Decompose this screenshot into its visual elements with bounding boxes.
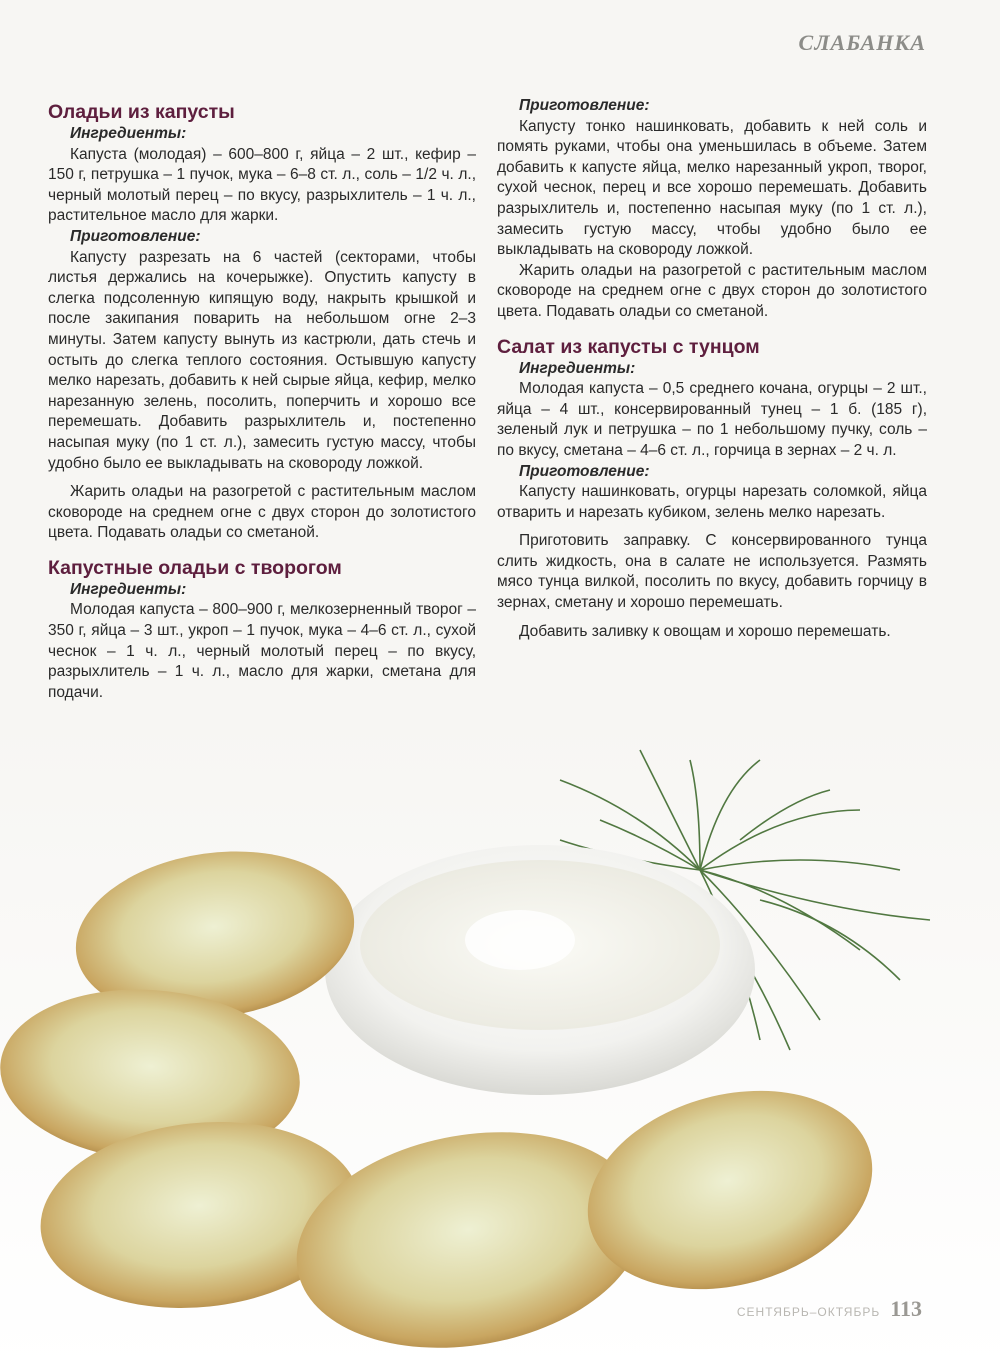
recipe-title: Оладьи из капусты (48, 101, 235, 123)
spacer (497, 523, 927, 531)
spacer (48, 544, 476, 556)
spacer (48, 474, 476, 482)
spacer (497, 614, 927, 622)
ingredients-text: Капуста (молодая) – 600–800 г, яйца – 2 шт., кефир – 150 г, петрушка – 1 пучок, мука – 6–8 ст. л., соль – 1/2 ч. л., черный молотый перец – по вкусу, разрыхлитель – 1 ч. л., растительное масло для жарки. (48, 145, 476, 225)
preparation-text: Жарить оладьи на разогретой с растительным маслом сковороде на среднем огне с двух сторон до золотистого цвета. Подавать оладьи со сметаной. (497, 261, 927, 320)
ingredients-text: Молодая капуста – 800–900 г, мелкозерненный творог – 350 г, яйца – 3 шт., укроп – 1 пучок, мука – 4–6 ст. л., сухой чеснок – 1 ч. л., черный молотый перец – по вкусу, разрыхлитель – 1 ч. л., масло для жарки, сметана для подачи. (48, 601, 476, 701)
sour-cream-bowl (325, 845, 755, 1095)
left-column (48, 100, 476, 703)
right-column (497, 96, 927, 642)
ingredients-label: Ингредиенты: (519, 359, 636, 377)
preparation-text: Капусту разрезать на 6 частей (секторами, чтобы листья держались на кочерыжке). Опустить капусту в слегка подсоленную кипящую воду, накрыть крышкой и после закипания поварить на небольшом огне 2–3 минуты. Затем капусту вынуть из кастрюли, дать стечь и остыть до слегка теплого состояния. Остывшую капусту мелко нарезать, добавить к ней сырые яйца, кефир, мелко нарезанную зелень, посолить, поперчить и хорошо все перемешать. Добавить разрыхлитель и, постепенно насыпая муку (по 1 ст. л.), замесить густую массу, чтобы удобно было ее выкладывать на сковороду ложкой. (48, 248, 476, 472)
preparation-text: Приготовить заправку. С консервированного тунца слить жидкость, она в салате не используется. Размять мясо тунца вилкой, посолить по вкусу, добавить горчицу в зернах, сметану и хорошо перемешать. (497, 532, 927, 612)
preparation-text: Капусту тонко нашинковать, добавить к ней соль и помять руками, чтобы она уменьшилась в объеме. Затем добавить к капусте яйца, мелко нарезанный укроп, творог, сухой чеснок, перец и все хорошо перемешать. Добавить разрыхлитель и, постепенно насыпая муку (по 1 ст. л.), замесить густую массу, чтобы удобно было ее выкладывать на сковороду ложкой. (497, 117, 927, 259)
page-footer (737, 1296, 922, 1322)
preparation-label: Приготовление: (519, 462, 650, 480)
food-photo (0, 720, 1000, 1370)
preparation-label: Приготовление: (70, 227, 201, 245)
recipe-title: Салат из капусты с тунцом (497, 335, 760, 358)
magazine-brand: СЛАБАНКА (798, 30, 926, 55)
ingredients-label: Ингредиенты: (70, 580, 187, 598)
preparation-text: Капусту нашинковать, огурцы нарезать соломкой, яйца отварить и нарезать кубиком, зелень мелко нарезать. (497, 483, 927, 521)
preparation-label: Приготовление: (519, 97, 650, 114)
issue-date: СЕНТЯБРЬ–ОКТЯБРЬ (736, 1305, 881, 1319)
ingredients-text: Молодая капуста – 0,5 среднего кочана, огурцы – 2 шт., яйца – 4 шт., консервированный тунец – 1 б. (185 г), зеленый лук и петрушка – по 1 небольшому пучку, соль – по вкусу, сметана – 4–6 ст. л., горчица в зернах – 2 ч. л. (497, 380, 927, 459)
preparation-text: Жарить оладьи на разогретой с растительным маслом сковороде на среднем огне с двух сторон до золотистого цвета. Подавать оладьи со сметаной. (48, 483, 476, 542)
page-number: 113 (890, 1296, 922, 1321)
preparation-text: Добавить заливку к овощам и хорошо перемешать. (519, 622, 891, 640)
recipe-title: Капустные оладьи с творогом (48, 556, 342, 579)
spacer (497, 323, 927, 335)
ingredients-label: Ингредиенты: (70, 125, 187, 142)
